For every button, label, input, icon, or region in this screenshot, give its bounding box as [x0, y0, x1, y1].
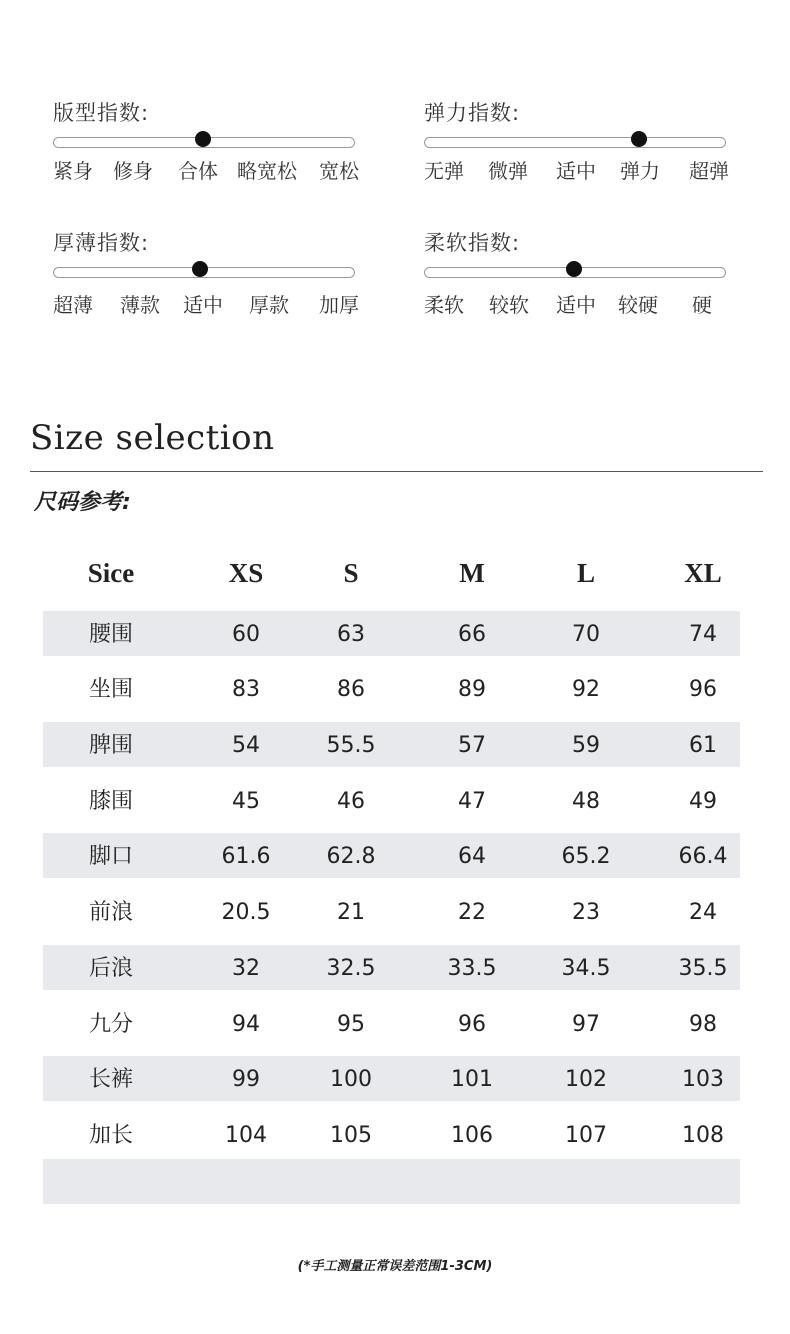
- measure-value-cell: 49: [689, 788, 717, 814]
- measure-value-cell: 34.5: [561, 955, 611, 981]
- measure-name-cell: 前浪: [88, 900, 133, 926]
- measurement-footnote: (*手工测量正常误差范围1-3CM): [297, 1259, 493, 1274]
- fit-label: 合体: [178, 159, 218, 183]
- measure-value-cell: 94: [232, 1011, 260, 1037]
- thickness-label: 加厚: [319, 293, 359, 317]
- measure-value-cell: 32.5: [326, 955, 376, 981]
- table-row: [43, 601, 740, 657]
- measure-value-cell: 100: [330, 1067, 372, 1093]
- table-body: [43, 601, 740, 1158]
- measure-value-cell: 104: [225, 1122, 267, 1148]
- softness-label: 较软: [489, 293, 529, 317]
- measure-value-cell: 107: [565, 1122, 607, 1148]
- measure-value-cell: 96: [689, 677, 717, 703]
- elasticity-index-marker: [631, 131, 647, 147]
- elasticity-label: 超弹: [689, 159, 729, 183]
- table-row: [43, 1046, 740, 1102]
- measure-value-cell: 106: [451, 1122, 493, 1148]
- measure-value-cell: 23: [572, 900, 600, 926]
- measure-value-cell: 83: [232, 677, 260, 703]
- header-cell: Sice: [87, 558, 135, 588]
- thickness-label: 厚款: [249, 293, 289, 317]
- measure-value-cell: 47: [458, 788, 486, 814]
- table-header-row: [43, 545, 740, 601]
- measure-value-cell: 108: [682, 1122, 724, 1148]
- softness-index: [424, 230, 744, 317]
- measure-name-cell: 脚口: [88, 844, 133, 870]
- measure-value-cell: 60: [232, 621, 260, 647]
- softness-label: 较硬: [618, 293, 658, 317]
- header-cell: S: [343, 558, 359, 588]
- measure-name-cell: 长裤: [88, 1067, 133, 1093]
- measure-value-cell: 62.8: [326, 844, 376, 870]
- measure-value-cell: 59: [572, 733, 600, 759]
- measure-value-cell: 65.2: [561, 844, 611, 870]
- header-cell: XS: [228, 558, 264, 588]
- measure-value-cell: 54: [232, 733, 260, 759]
- thickness-index-marker: [192, 261, 208, 277]
- elasticity-index: [424, 100, 744, 183]
- thickness-index-title: 厚薄指数:: [53, 231, 150, 255]
- elasticity-label: 弹力: [620, 159, 660, 183]
- table-row: [43, 823, 740, 879]
- measure-name-cell: 加长: [88, 1122, 133, 1148]
- table-row: [43, 879, 740, 935]
- measure-name-cell: 九分: [88, 1011, 133, 1037]
- measure-value-cell: 99: [232, 1067, 260, 1093]
- softness-index-title: 柔软指数:: [424, 231, 521, 255]
- header-cell: XL: [684, 558, 722, 588]
- measure-value-cell: 61.6: [221, 844, 271, 870]
- measure-name-cell: 膝围: [88, 788, 133, 814]
- fit-index: [53, 100, 373, 183]
- measure-value-cell: 35.5: [678, 955, 728, 981]
- thickness-label: 适中: [183, 293, 223, 317]
- measure-value-cell: 86: [337, 677, 365, 703]
- fit-label: 紧身: [53, 159, 93, 183]
- measure-value-cell: 66: [458, 621, 486, 647]
- fit-label: 修身: [113, 159, 153, 183]
- table-footer-band: [43, 1159, 740, 1204]
- softness-label: 硬: [692, 293, 712, 317]
- measure-value-cell: 103: [682, 1067, 724, 1093]
- measure-value-cell: 22: [458, 900, 486, 926]
- fit-label: 宽松: [319, 159, 359, 183]
- measure-value-cell: 102: [565, 1067, 607, 1093]
- measure-value-cell: 66.4: [678, 844, 728, 870]
- measure-name-cell: 脾围: [88, 733, 133, 759]
- measure-value-cell: 33.5: [447, 955, 497, 981]
- measure-value-cell: 92: [572, 677, 600, 703]
- elasticity-index-slider: [424, 137, 726, 148]
- header-cell: M: [459, 558, 485, 588]
- measure-value-cell: 61: [689, 733, 717, 759]
- measure-value-cell: 97: [572, 1011, 600, 1037]
- elasticity-label: 适中: [556, 159, 596, 183]
- measure-value-cell: 24: [689, 900, 717, 926]
- measure-value-cell: 55.5: [326, 733, 376, 759]
- thickness-label: 超薄: [53, 293, 93, 317]
- measure-value-cell: 105: [330, 1122, 372, 1148]
- measure-value-cell: 98: [689, 1011, 717, 1037]
- thickness-label: 薄款: [120, 293, 160, 317]
- heading-divider: [30, 471, 763, 472]
- table-row: [43, 1102, 740, 1158]
- measure-value-cell: 64: [458, 844, 486, 870]
- thickness-index: [53, 230, 373, 317]
- measure-name-cell: 坐围: [88, 677, 133, 703]
- softness-index-marker: [566, 261, 582, 277]
- softness-label: 适中: [556, 293, 596, 317]
- size-selection-heading: Size selection: [30, 418, 275, 458]
- measure-value-cell: 21: [337, 900, 365, 926]
- measure-value-cell: 46: [337, 788, 365, 814]
- measure-value-cell: 95: [337, 1011, 365, 1037]
- header-cell: L: [576, 558, 595, 588]
- size-reference-subheading: 尺码参考:: [34, 490, 131, 515]
- measure-value-cell: 32: [232, 955, 260, 981]
- measure-name-cell: 腰围: [88, 621, 133, 647]
- measure-value-cell: 20.5: [221, 900, 271, 926]
- elasticity-label: 无弹: [424, 159, 464, 183]
- size-table: [43, 545, 740, 1158]
- fit-label: 略宽松: [237, 159, 297, 183]
- table-row: [43, 991, 740, 1047]
- fabric-indices: [0, 0, 790, 340]
- measure-name-cell: 后浪: [88, 955, 133, 981]
- measure-value-cell: 48: [572, 788, 600, 814]
- measure-value-cell: 89: [458, 677, 486, 703]
- measure-value-cell: 96: [458, 1011, 486, 1037]
- elasticity-label: 微弹: [488, 159, 528, 183]
- fit-index-title: 版型指数:: [53, 101, 150, 125]
- measure-value-cell: 63: [337, 621, 365, 647]
- table-row: [43, 935, 740, 991]
- fit-index-marker: [195, 131, 211, 147]
- measure-value-cell: 101: [451, 1067, 493, 1093]
- table-row: [43, 768, 740, 824]
- table-row: [43, 712, 740, 768]
- table-row: [43, 656, 740, 712]
- measure-value-cell: 70: [572, 621, 600, 647]
- measure-value-cell: 45: [232, 788, 260, 814]
- elasticity-index-title: 弹力指数:: [424, 101, 521, 125]
- softness-label: 柔软: [424, 293, 464, 317]
- measure-value-cell: 74: [689, 621, 717, 647]
- measure-value-cell: 57: [458, 733, 486, 759]
